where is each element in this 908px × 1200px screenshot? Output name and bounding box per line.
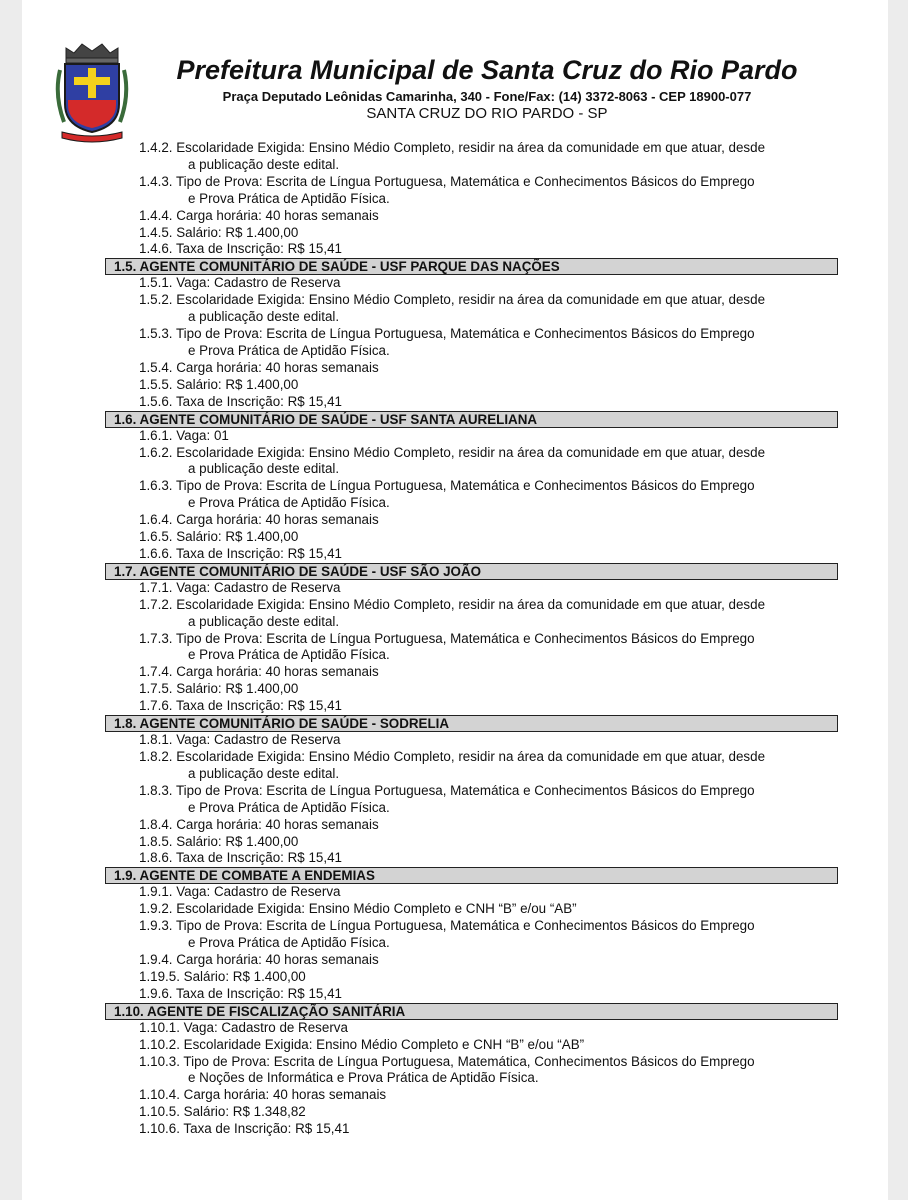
section-heading: 1.9. AGENTE DE COMBATE A ENDEMIAS (105, 867, 838, 884)
municipal-coat-of-arms-icon (52, 40, 132, 144)
list-item: 1.10.2. Escolaridade Exigida: Ensino Médio Completo e CNH “B” e/ou “AB” (139, 1036, 585, 1052)
list-item: 1.4.6. Taxa de Inscrição: R$ 15,41 (139, 241, 342, 257)
item-continuation: a publicação deste edital. (188, 309, 340, 325)
document-page (22, 0, 888, 1200)
list-item: 1.5.3. Tipo de Prova: Escrita de Língua Portuguesa, Matemática e Conhecimentos Básicos do Emprego (139, 326, 755, 342)
list-item: 1.9.2. Escolaridade Exigida: Ensino Médio Completo e CNH “B” e/ou “AB” (139, 901, 577, 917)
item-continuation: a publicação deste edital. (188, 765, 340, 781)
list-item: 1.8.5. Salário: R$ 1.400,00 (139, 833, 299, 849)
list-item: 1.8.2. Escolaridade Exigida: Ensino Médio Completo, residir na área da comunidade em que atuar, desde (139, 749, 766, 764)
section-heading: 1.10. AGENTE DE FISCALIZAÇÃO SANITÁRIA (105, 1003, 838, 1020)
municipality-city: SANTA CRUZ DO RIO PARDO - SP (366, 105, 608, 122)
list-item: 1.4.2. Escolaridade Exigida: Ensino Médio Completo, residir na área da comunidade em que atuar, desde (139, 140, 766, 155)
item-continuation: e Noções de Informática e Prova Prática de Aptidão Física. (188, 1070, 539, 1086)
list-item: 1.9.1. Vaga: Cadastro de Reserva (139, 884, 341, 900)
list-item: 1.9.6. Taxa de Inscrição: R$ 15,41 (139, 985, 342, 1001)
list-item: 1.6.5. Salário: R$ 1.400,00 (139, 529, 299, 545)
item-continuation: e Prova Prática de Aptidão Física. (188, 342, 390, 358)
list-item: 1.4.3. Tipo de Prova: Escrita de Língua Portuguesa, Matemática e Conhecimentos Básicos do Emprego (139, 173, 755, 189)
list-item: 1.10.5. Salário: R$ 1.348,82 (139, 1104, 306, 1120)
list-item: 1.7.6. Taxa de Inscrição: R$ 15,41 (139, 698, 342, 714)
item-continuation: e Prova Prática de Aptidão Física. (188, 647, 390, 663)
list-item: 1.6.6. Taxa de Inscrição: R$ 15,41 (139, 545, 342, 561)
list-item: 1.10.6. Taxa de Inscrição: R$ 15,41 (139, 1121, 350, 1137)
list-item: 1.4.4. Carga horária: 40 horas semanais (139, 207, 379, 223)
municipality-address: Praça Deputado Leônidas Camarinha, 340 - Fone/Fax: (14) 3372-8063 - CEP 18900-077 (222, 89, 752, 104)
list-item: 1.6.2. Escolaridade Exigida: Ensino Médio Completo, residir na área da comunidade em que atuar, desde (139, 444, 766, 460)
item-continuation: e Prova Prática de Aptidão Física. (188, 190, 390, 206)
list-item: 1.7.5. Salário: R$ 1.400,00 (139, 681, 299, 697)
list-item: 1.8.3. Tipo de Prova: Escrita de Língua Portuguesa, Matemática e Conhecimentos Básicos do Emprego (139, 782, 755, 798)
list-item: 1.9.3. Tipo de Prova: Escrita de Língua Portuguesa, Matemática e Conhecimentos Básicos do Emprego (139, 918, 755, 934)
list-item: 1.7.1. Vaga: Cadastro de Reserva (139, 579, 341, 595)
list-item: 1.4.5. Salário: R$ 1.400,00 (139, 224, 299, 240)
list-item: 1.8.1. Vaga: Cadastro de Reserva (139, 732, 341, 748)
list-item: 1.10.4. Carga horária: 40 horas semanais (139, 1087, 387, 1103)
section-heading: 1.5. AGENTE COMUNITÁRIO DE SAÚDE - USF PARQUE DAS NAÇÕES (105, 258, 838, 275)
section-heading: 1.6. AGENTE COMUNITÁRIO DE SAÚDE - USF SANTA AURELIANA (105, 411, 838, 428)
edital-content (22, 140, 888, 1138)
list-item: 1.6.4. Carga horária: 40 horas semanais (139, 512, 379, 528)
list-item: 1.5.1. Vaga: Cadastro de Reserva (139, 275, 341, 291)
list-item: 1.6.1. Vaga: 01 (139, 427, 229, 443)
item-continuation: a publicação deste edital. (188, 613, 340, 629)
item-continuation: e Prova Prática de Aptidão Física. (188, 495, 390, 511)
item-continuation: a publicação deste edital. (188, 461, 340, 477)
list-item: 1.9.4. Carga horária: 40 horas semanais (139, 951, 379, 967)
list-item: 1.7.4. Carga horária: 40 horas semanais (139, 664, 379, 680)
list-item: 1.8.6. Taxa de Inscrição: R$ 15,41 (139, 850, 342, 866)
municipality-title: Prefeitura Municipal de Santa Cruz do Rio Pardo (176, 55, 798, 85)
list-item: 1.6.3. Tipo de Prova: Escrita de Língua Portuguesa, Matemática e Conhecimentos Básicos do Emprego (139, 478, 755, 494)
list-item: 1.10.3. Tipo de Prova: Escrita de Língua Portuguesa, Matemática, Conhecimentos Básicos do Emprego (139, 1053, 755, 1069)
item-continuation: e Prova Prática de Aptidão Física. (188, 799, 390, 815)
list-item: 1.7.2. Escolaridade Exigida: Ensino Médio Completo, residir na área da comunidade em que atuar, desde (139, 596, 766, 612)
list-item: 1.19.5. Salário: R$ 1.400,00 (139, 968, 306, 984)
section-heading: 1.8. AGENTE COMUNITÁRIO DE SAÚDE - SODRELIA (105, 715, 838, 732)
list-item: 1.5.5. Salário: R$ 1.400,00 (139, 376, 299, 392)
list-item: 1.7.3. Tipo de Prova: Escrita de Língua Portuguesa, Matemática e Conhecimentos Básicos do Emprego (139, 630, 755, 646)
list-item: 1.5.4. Carga horária: 40 horas semanais (139, 359, 379, 375)
section-heading: 1.7. AGENTE COMUNITÁRIO DE SAÚDE - USF SÃO JOÃO (105, 563, 838, 580)
item-continuation: e Prova Prática de Aptidão Física. (188, 935, 390, 951)
list-item: 1.5.2. Escolaridade Exigida: Ensino Médio Completo, residir na área da comunidade em que atuar, desde (139, 292, 766, 308)
item-continuation: a publicação deste edital. (188, 156, 340, 172)
list-item: 1.10.1. Vaga: Cadastro de Reserva (139, 1019, 348, 1035)
list-item: 1.8.4. Carga horária: 40 horas semanais (139, 816, 379, 832)
list-item: 1.5.6. Taxa de Inscrição: R$ 15,41 (139, 393, 342, 409)
